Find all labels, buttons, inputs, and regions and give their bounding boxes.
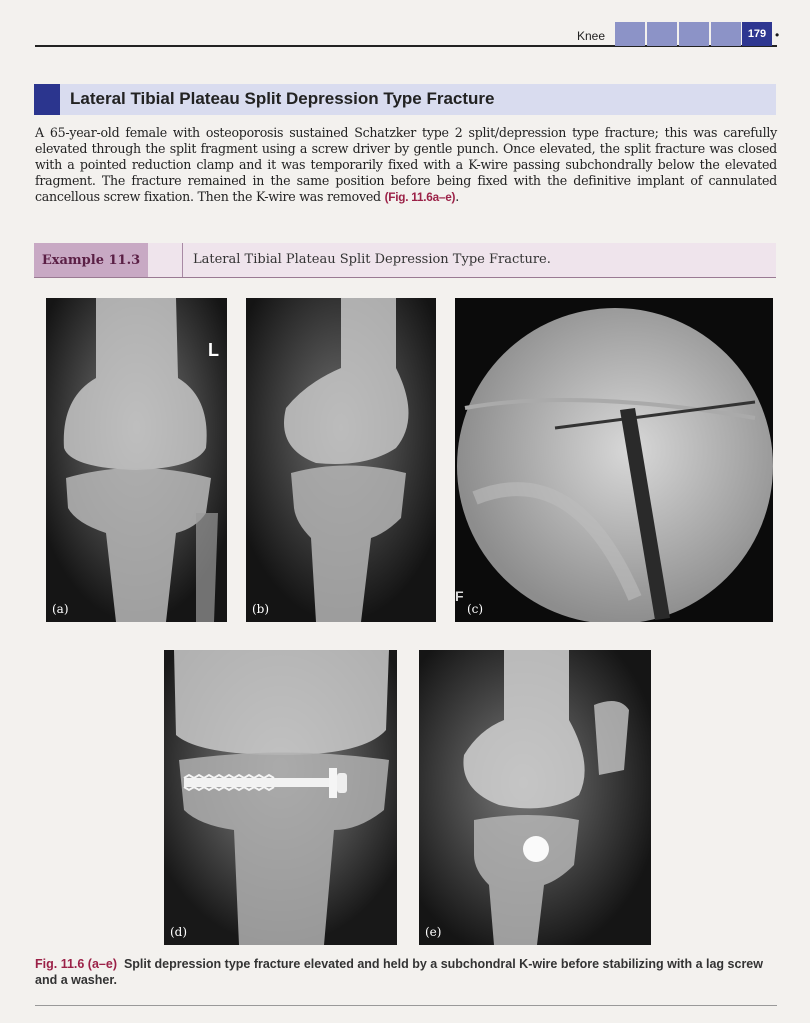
figure-reference[interactable]: (Fig. 11.6a–e) (384, 190, 456, 204)
chapter-tabs (615, 22, 741, 46)
fluoro-panel-c (455, 298, 773, 622)
body-text: A 65-year-old female with osteoporosis sustained Schatzker type 2 split/depression type fracture; this was carefully elevated through the split fragment using a screw driver by gentle punch. Once elevated, the split fracture was closed with a pointed reduction clamp and it was temporarily fixed with a K-wire passing subchondrally below the elevated fragment. The fracture remained in the same position before being fixed with the definitive implant of cannulated cancellous screw fixation. Then the K-wire was removed (35, 125, 777, 204)
panel-label-e: (e) (425, 925, 442, 939)
page-number: 179 (742, 22, 772, 46)
figure-caption (35, 956, 777, 988)
example-title: Lateral Tibial Plateau Split Depression Type Fracture. (193, 252, 551, 267)
footer-rule (35, 1005, 777, 1006)
side-marker-L: L (208, 340, 219, 360)
body-paragraph (35, 125, 777, 205)
example-divider (182, 243, 183, 277)
xray-panel-b (246, 298, 436, 622)
fluoro-marker-F: F (455, 588, 464, 604)
xray-a-image (46, 298, 227, 622)
xray-panel-e (419, 650, 651, 945)
washer (523, 836, 549, 862)
panel-label-b: (b) (252, 602, 270, 616)
caption-text: Split depression type fracture elevated and held by a subchondral K-wire before stabilizing with a lag screw and a washer. (35, 957, 763, 987)
section-title-bar (34, 84, 776, 115)
body-end: . (455, 189, 459, 204)
example-box (34, 243, 776, 278)
panel-label-a: (a) (52, 602, 69, 616)
header-dot: • (775, 28, 780, 42)
panel-label-d: (d) (170, 925, 188, 939)
running-head: Knee (577, 29, 606, 43)
panel-label-c: (c) (467, 602, 484, 616)
xray-panel-a (46, 298, 227, 622)
section-title: Lateral Tibial Plateau Split Depression Type Fracture (70, 89, 495, 108)
xray-panel-d (164, 650, 397, 945)
xray-d-image (164, 650, 397, 945)
fluoro-c-image (455, 298, 773, 622)
xray-b-image (246, 298, 436, 622)
example-label: Example 11.3 (34, 243, 148, 277)
title-marker (34, 84, 60, 115)
xray-e-image (419, 650, 651, 945)
caption-fig-label: Fig. 11.6 (a–e) (35, 957, 117, 971)
